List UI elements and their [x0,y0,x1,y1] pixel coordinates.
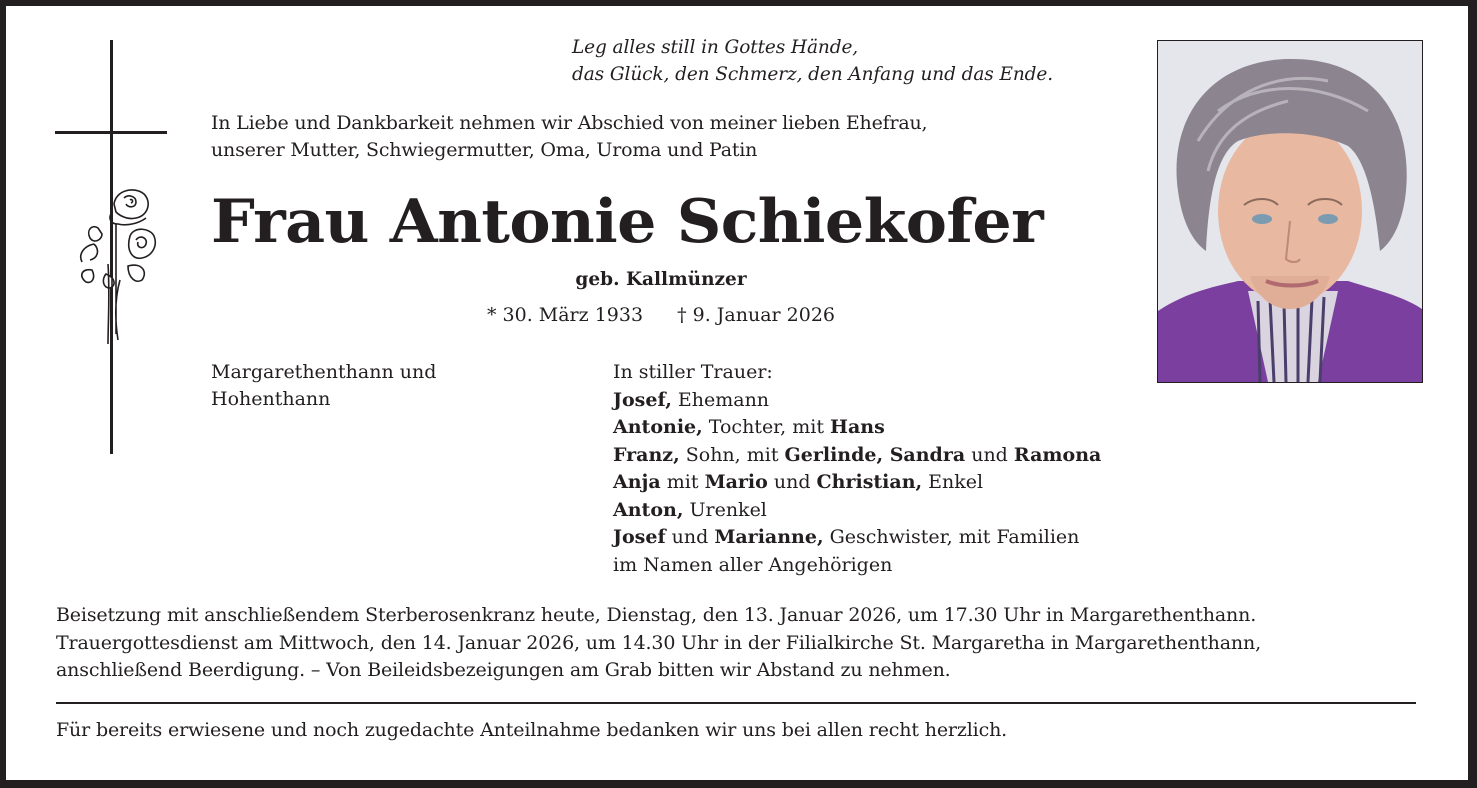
mourner-name: Franz, [613,443,680,466]
mourner-line [613,442,1101,470]
mourner-name: Josef, [613,388,672,411]
place-of-residence [211,359,436,413]
mourner-name: Hans [830,416,885,438]
details-line-3: anschließend Beerdigung. – Von Beileidsbezeigungen am Grab bitten wir Abstand zu nehmen. [56,659,951,681]
mourner-name: Ramona [1013,443,1102,466]
mourner-relation: und [965,443,1014,466]
intro-line-1: In Liebe und Dankbarkeit nehmen wir Abschied von meiner lieben Ehefrau, [211,112,928,134]
intro-line-2: unserer Mutter, Schwiegermutter, Oma, Uroma und Patin [211,139,758,161]
roses-icon [72,184,158,364]
portrait-image [1158,41,1422,382]
cross-icon-horizontal-beam [55,131,167,134]
thanks-note: Für bereits erwiesene und noch zugedachte Anteilnahme bedanken wir uns bei allen recht herzlich. [56,719,1008,741]
details-line-2: Trauergottesdienst am Mittwoch, den 14. Januar 2026, um 14.30 Uhr in der Filialkirche St. Margaretha in Margarethenthann, [56,631,1261,654]
birth-date: * 30. März 1933 [486,304,644,326]
mourner-relation: Urenkel [683,498,767,521]
mourner-relation: und [767,471,817,493]
funeral-details [56,602,1261,685]
life-dates [211,302,1111,328]
verse [572,34,1053,88]
intro-text [211,110,927,164]
mourner-name: Josef [613,526,666,548]
mourner-name: Anja [613,471,661,493]
mourner-name: Mario [704,471,768,493]
mourners-list [613,359,1101,579]
verse-line-1: Leg alles still in Gottes Hände, [572,37,859,58]
death-date: † 9. Januar 2026 [677,304,835,326]
mourner-name: Anton, [613,498,684,521]
mourner-name: Marianne, [714,526,824,548]
mourner-relation: Geschwister, mit Familien [823,526,1080,548]
mourner-line [613,524,1101,552]
mourner-name: Christian, [816,471,923,493]
mourner-relation: mit [660,471,705,493]
divider [56,702,1416,704]
details-line-1: Beisetzung mit anschließendem Sterberosenkranz heute, Dienstag, den 13. Januar 2026, um 17.30 Uhr in Margarethenthann. [56,604,1257,626]
portrait-photo [1157,40,1423,383]
mourner-relation: Sohn, mit [679,443,785,466]
mourner-relation: Enkel [922,471,984,493]
mourner-relation: Tochter, mit [702,416,831,438]
mourner-relation: Ehemann [671,388,770,411]
mourner-relation: im Namen aller Angehörigen [613,553,893,576]
mourner-line [613,387,1101,415]
mourners-heading: In stiller Trauer: [613,361,773,383]
mourner-line [613,552,1101,580]
place-line-2: Hohenthann [211,388,331,410]
birth-name: geb. Kallmünzer [575,269,747,290]
place-line-1: Margarethenthann und [211,361,437,383]
obituary-card [6,6,1468,780]
mourner-line [613,469,1101,497]
verse-line-2: das Glück, den Schmerz, den Anfang und das Ende. [572,64,1054,85]
mourner-relation: und [665,526,715,548]
mourner-line [613,414,1101,442]
mourner-name: Antonie, [613,416,703,438]
mourner-line [613,497,1101,525]
deceased-name: Frau Antonie Schiekofer [211,187,1044,257]
mourner-name: Gerlinde, Sandra [784,443,966,466]
mourners-lines [613,387,1101,580]
